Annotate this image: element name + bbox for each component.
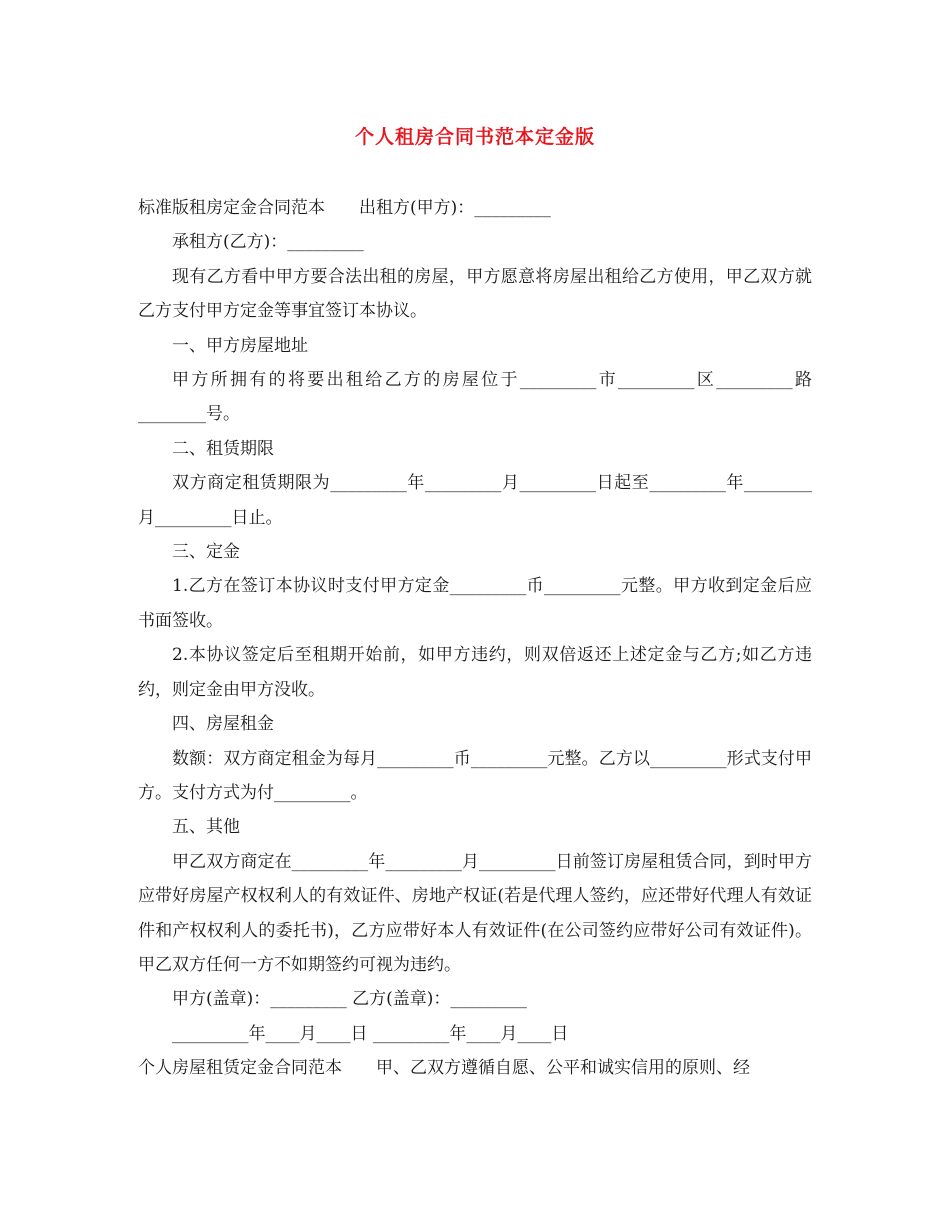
paragraph-second-contract: 个人房屋租赁定金合同范本 甲、乙双方遵循自愿、公平和诚实信用的原则、经 [138,1058,750,1079]
date-line: _________年____月____日 _________年____月____日 [172,1023,569,1044]
paragraph-other: 甲乙双方商定在_________年_________月_________日前签订房屋租赁合同，到时甲方应带好房屋产权权利人的有效证件、房地产权证(若是代理人签约，应还带好代理人有效证件和产权权利人的委托书)，乙方应带好本人有效证件(在公司签约应带好公司有效证件)。甲乙双方任何一方不如期签约可视为违约。 [138,851,812,975]
section-heading-address: 一、甲方房屋地址 [172,335,308,356]
section-heading-rent: 四、房屋租金 [172,714,274,735]
paragraph-deposit-2: 2.本协议签定后至租期开始前，如甲方违约，则双倍返还上述定金与乙方;如乙方违约，则定金由甲方没收。 [138,645,812,700]
section-heading-other: 五、其他 [172,817,240,838]
section-heading-deposit: 三、定金 [172,542,240,563]
document-body [138,191,812,1086]
paragraph-tenant: 承租方(乙方)：_________ [172,232,364,253]
paragraph-preamble: 现有乙方看中甲方要合法出租的房屋，甲方愿意将房屋出租给乙方使用，甲乙双方就乙方支付甲方定金等事宜签订本协议。 [138,266,812,322]
paragraph-address: 甲方所拥有的将要出租给乙方的房屋位于_________市_________区_________路________号。 [138,370,812,425]
paragraph-rent: 数额：双方商定租金为每月_________币_________元整。乙方以_________形式支付甲方。支付方式为付_________。 [138,748,812,803]
paragraph-deposit-1: 1.乙方在签订本协议时支付甲方定金_________币_________元整。甲方收到定金后应书面签收。 [138,576,812,631]
paragraph-intro: 标准版租房定金合同范本 出租方(甲方)：_________ [138,198,551,218]
section-heading-term: 二、租赁期限 [172,438,274,459]
signature-line: 甲方(盖章)：_________ 乙方(盖章)：_________ [172,989,527,1010]
document-title: 个人租房合同书范本定金版 [354,126,595,148]
paragraph-term: 双方商定租赁期限为_________年_________月_________日起至_________年________月_________日止。 [138,473,812,528]
